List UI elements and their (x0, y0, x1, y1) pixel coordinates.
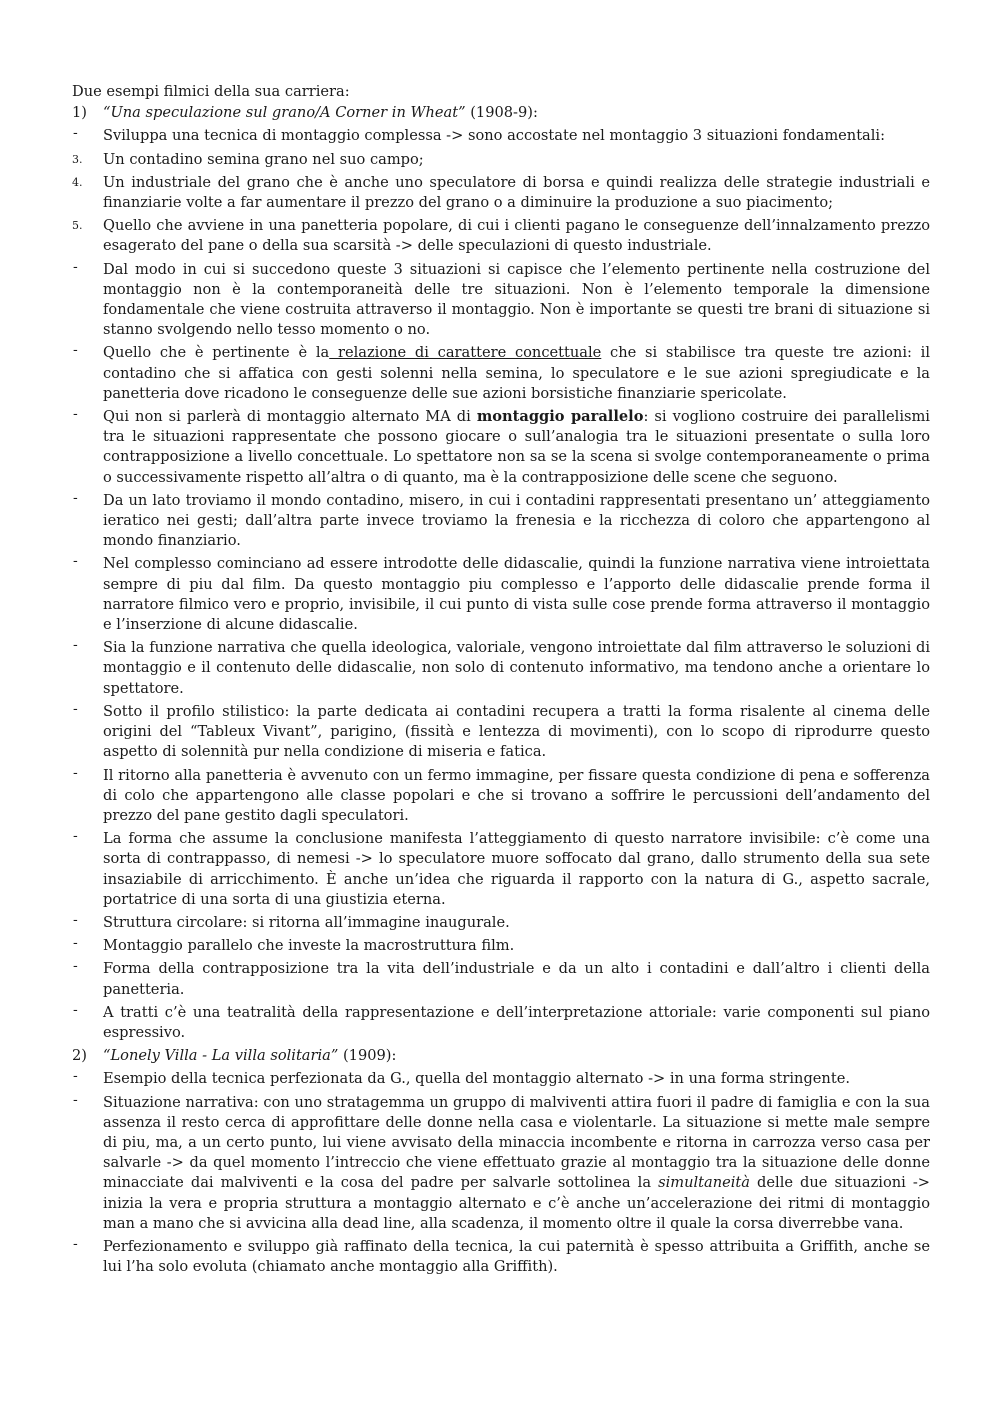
film2-point-2 (72, 1093, 930, 1234)
point-text: Sviluppa una tecnica di montaggio complessa -> sono accostate nel montaggio 3 situazioni fondamentali: (103, 127, 886, 145)
dash-marker: - (73, 1001, 78, 1018)
point-text: Il ritorno alla panetteria è avvenuto con un fermo immagine, per fissare questa condizione di pena e sofferenza di colo che appartengono alle classe popolari e che si trovano a soffrire le percussioni dell’andamento del prezzo del pane gestito dagli speculatori. (103, 766, 930, 824)
document-page (72, 82, 930, 1280)
dash-marker: - (73, 828, 78, 845)
dash-marker: - (73, 637, 78, 654)
point-text: Dal modo in cui si succedono queste 3 situazioni si capisce che l’elemento pertinente nella costruzione del montaggio non è la contemporaneità delle tre situazioni. Non è l’elemento temporale la dimensione fondamentale che viene costruita attraverso il montaggio. Non è importante se questi tre brani di situazione si stanno svolgendo nello tesso momento o no. (103, 260, 930, 339)
film1-point-13 (72, 959, 930, 999)
point-text: delle due situazioni -> inizia la vera e propria struttura a montaggio alternato e c’è anche un’accelerazione dei ritmi di montaggio man a mano che si avvicina alla dead line, alla scadenza, il momento oltre il quale la corsa diverrebbe vana. (103, 1174, 931, 1232)
dash-marker: - (73, 911, 78, 928)
situation-text: Un industriale del grano che è anche uno speculatore di borsa e quindi realizza delle strategie industriali e finanziarie volte a far aumentare il prezzo del grano o a diminuire la produzione a suo piacimento; (103, 173, 930, 212)
film1-point-6 (72, 554, 930, 635)
film1-point-2 (72, 260, 930, 341)
film1-point-5 (72, 491, 930, 552)
film1-point-8 (72, 702, 930, 763)
point-text: : si vogliono costruire dei parallelismi tra le situazioni rappresentate che possono giocare o sull’analogia tra le situazioni presentate o sulla loro contrapposizione a livello concettuale. Lo spettatore non sa se la scena si svolge contemporaneamente o prima o successivamente rispetto all’altra o di quanto, ma è la contrapposizione delle scene che seguono. (103, 408, 930, 486)
intro-line: Due esempi filmici della sua carriera: (72, 83, 350, 100)
point-text: Esempio della tecnica perfezionata da G., quella del montaggio alternato -> in una forma stringente. (103, 1070, 850, 1088)
film2-title: “Lonely Villa - La villa solitaria” (103, 1047, 339, 1065)
point-text: La forma che assume la conclusione manifesta l’atteggiamento di questo narratore invisibile: c’è come una sorta di contrappasso, di nemesi -> lo speculatore muore soffocato dal grano, dallo strumento della sua sete insaziabile di arricchimento. È anche un’idea che riguarda il rapporto con la natura di G., aspetto sacrale, portatrice di una sorta di una giustizia eterna. (103, 830, 930, 908)
dash-marker: - (73, 258, 78, 275)
situation-text: Quello che avviene in una panetteria popolare, di cui i clienti pagano le conseguenze dell’innalzamento prezzo esagerato del pane o della sua scarsità -> delle speculazioni di questo industriale. (103, 217, 930, 255)
point-text: Struttura circolare: si ritorna all’immagine inaugurale. (103, 913, 510, 931)
film1-point-10 (72, 829, 930, 910)
film1-point-14 (72, 1003, 930, 1043)
point-text: Da un lato troviamo il mondo contadino, misero, in cui i contadini rappresentati presentano un’ atteggiamento ieratico nei gesti; dall’altra parte invece troviamo la frenesia e la ricchezza di coloro che appartengono al mondo finanziario. (103, 491, 930, 550)
point-text: Qui non si parlerà di montaggio alternato MA di (103, 408, 477, 426)
film1-year: (1908-9): (465, 104, 538, 122)
film1-point-7 (72, 638, 930, 699)
dash-marker: - (73, 553, 78, 570)
film1-point-1 (72, 126, 930, 146)
underlined-phrase: relazione di carattere concettuale (329, 344, 602, 362)
dash-marker: - (73, 1091, 78, 1108)
dash-marker: - (73, 700, 78, 717)
film1-point-4 (72, 407, 930, 488)
dash-marker: - (73, 958, 78, 975)
situation-marker: 5. (72, 219, 83, 233)
film2-year: (1909): (338, 1047, 397, 1065)
film1-heading (72, 103, 930, 123)
film1-point-12 (72, 936, 930, 956)
point-text: che si stabilisce tra queste tre azioni: il contadino che si affatica con gesti solenni nella semina, lo speculatore e le sue azioni spregiudicate e la panetteria dove ricadono le conseguenze delle sue azioni borsistiche finanziarie spericolate. (103, 344, 930, 402)
situation-4 (72, 173, 930, 213)
film1-point-3 (72, 343, 930, 404)
dash-marker: - (73, 125, 78, 142)
point-text: Sia la funzione narrativa che quella ideologica, valoriale, vengono introiettate dal film attraverso le soluzioni di montaggio e il contenuto delle didascalie, non solo di contenuto informativo, ma tendono anche a orientare lo spettatore. (103, 639, 930, 697)
dash-marker: - (73, 1068, 78, 1085)
dash-marker: - (73, 1235, 78, 1252)
film1-point-11 (72, 913, 930, 933)
film2-point-3 (72, 1237, 930, 1277)
film1-marker: 1) (72, 104, 87, 122)
situation-text: Un contadino semina grano nel suo campo; (103, 150, 424, 168)
point-text: Situazione narrativa: con uno stratagemma un gruppo di malviventi attira fuori il padre di famiglia e con la sua assenza il resto cerca di approfittare delle donne nella casa e violentarle. La situazione si mette male sempre di piu, ma, a un certo punto, lui viene avvisato della minaccia incombente e ritorna in carrozza verso casa per salvarle -> da quel momento l’intreccio che viene effettuato grazie al montaggio tra la situazione delle donne minacciate dai malviventi e la cosa del padre per salvarle sottolinea la (103, 1093, 930, 1192)
situation-3 (72, 150, 930, 170)
film1-title: “Una speculazione sul grano/A Corner in Wheat” (103, 104, 466, 122)
film1-point-9 (72, 766, 930, 827)
film2-marker: 2) (72, 1047, 87, 1065)
situation-5 (72, 216, 930, 256)
point-text: Forma della contrapposizione tra la vita dell’industriale e da un alto i contadini e dall’altro i clienti della panetteria. (103, 960, 930, 998)
film2-heading (72, 1046, 930, 1066)
point-text: Montaggio parallelo che investe la macrostruttura film. (103, 937, 515, 955)
dash-marker: - (73, 935, 78, 952)
situation-marker: 3. (72, 152, 83, 166)
point-text: Sotto il profilo stilistico: la parte dedicata ai contadini recupera a tratti la forma risalente al cinema delle origini del “Tableux Vivant”, parigino, (fissità e lentezza di movimenti), con lo scopo di riprodurre questo aspetto di solennità pur nella condizione di miseria e fatica. (103, 702, 930, 761)
dash-marker: - (73, 489, 78, 506)
point-text: A tratti c’è una teatralità della rappresentazione e dell’interpretazione attoriale: varie componenti sul piano espressivo. (103, 1003, 930, 1041)
situation-marker: 4. (72, 175, 83, 189)
film2-point-1 (72, 1069, 930, 1089)
point-text: Perfezionamento e sviluppo già raffinato della tecnica, la cui paternità è spesso attribuita a Griffith, anche se lui l’ha solo evoluta (chiamato anche montaggio alla Griffith). (103, 1237, 930, 1276)
italic-word: simultaneità (658, 1174, 750, 1192)
dash-marker: - (73, 764, 78, 781)
bold-phrase: montaggio parallelo (476, 408, 644, 426)
dash-marker: - (73, 342, 78, 359)
point-text: Quello che è pertinente è la (103, 344, 330, 362)
point-text: Nel complesso cominciano ad essere introdotte delle didascalie, quindi la funzione narrativa viene introiettata sempre di piu dal film. Da questo montaggio piu complesso e l’apporto delle didascalie prende forma il narratore filmico vero e proprio, invisibile, il cui punto di vista sulle cose prende forma attraverso il montaggio e l’inserzione di alcune didascalie. (103, 555, 930, 634)
dash-marker: - (73, 406, 78, 423)
